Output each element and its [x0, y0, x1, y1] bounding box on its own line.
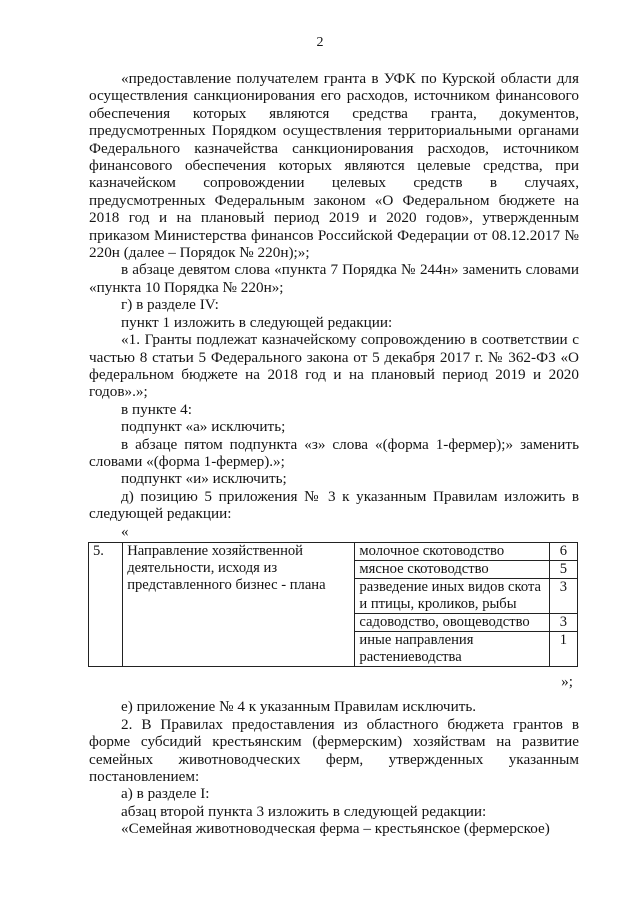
- criterion-name: Направление хозяйственной деятельности, исходя из представленного бизнес - плана: [123, 542, 355, 666]
- activity-kind: садоводство, овощеводство: [355, 613, 549, 631]
- paragraph: «Семейная животноводческая ферма – крестьянское (фермерское): [121, 820, 550, 838]
- activity-kind: мясное скотоводство: [355, 560, 549, 578]
- position-number: 5.: [89, 542, 123, 666]
- paragraph: «предоставление получателем гранта в УФК по Курской области для осуществления санкционирования его расходов, источником финансового обеспечения которых являются средства гранта, документов, предусмотренных Порядком осуществления территориальными органами Федерального казначейства санкционирования расходов, источником финансового обеспечения которых являются целевые средства, при казначейском сопровождении целевых средств в случаях, предусмотренных Федеральным законом «О Федеральном бюджете на 2018 год и на плановый период 2019 и 2020 годов», утвержденным приказом Министерства финансов Российской Федерации от 08.12.2017 № 220н (далее – Порядок № 220н);»;: [89, 70, 579, 262]
- closing-quote: »;: [561, 672, 573, 690]
- activity-score: 5: [549, 560, 577, 578]
- activity-score: 3: [549, 578, 577, 613]
- paragraph: «1. Гранты подлежат казначейскому сопровождению в соответствии с частью 8 статьи 5 Федерального закона от 5 декабря 2017 г. № 362-ФЗ «О федеральном бюджете на 2018 год и на плановый период 2019 и 2020 годов».»;: [89, 331, 579, 401]
- paragraph: в пункте 4:: [121, 400, 192, 418]
- paragraph: пункт 1 изложить в следующей редакции:: [121, 313, 393, 331]
- paragraph: в абзаце девятом слова «пункта 7 Порядка № 244н» заменить словами «пункта 10 Порядка № 220н»;: [89, 261, 579, 296]
- activity-score: 3: [549, 613, 577, 631]
- paragraph: абзац второй пункта 3 изложить в следующей редакции:: [121, 802, 487, 820]
- paragraph: а) в разделе I:: [121, 785, 210, 803]
- paragraph: г) в разделе IV:: [121, 296, 219, 314]
- page-number: 2: [316, 35, 324, 50]
- table-row: [89, 542, 578, 560]
- paragraph: в абзаце пятом подпункта «з» слова «(форма 1-фермер);» заменить словами «(форма 1-фермер).»;: [89, 435, 579, 470]
- paragraph: е) приложение № 4 к указанным Правилам исключить.: [121, 698, 477, 716]
- activity-kind: молочное скотоводство: [355, 542, 549, 560]
- paragraph: д) позицию 5 приложения № 3 к указанным Правилам изложить в следующей редакции:: [89, 487, 579, 523]
- criteria-table: [88, 542, 578, 667]
- paragraph: 2. В Правилах предоставления из областного бюджета грантов в форме субсидий крестьянским (фермерским) хозяйствам на развитие семейных животноводческих ферм, утвержденных указанным постановлением:: [89, 715, 579, 785]
- activity-kind: разведение иных видов скота и птицы, кроликов, рыбы: [355, 578, 549, 613]
- activity-score: 6: [549, 542, 577, 560]
- open-quote: «: [121, 522, 129, 540]
- activity-score: 1: [549, 631, 577, 666]
- document-body: [89, 70, 579, 838]
- activity-kind: иные направления растениеводства: [355, 631, 549, 666]
- paragraph: подпункт «и» исключить;: [121, 470, 287, 488]
- paragraph: подпункт «а» исключить;: [121, 418, 286, 436]
